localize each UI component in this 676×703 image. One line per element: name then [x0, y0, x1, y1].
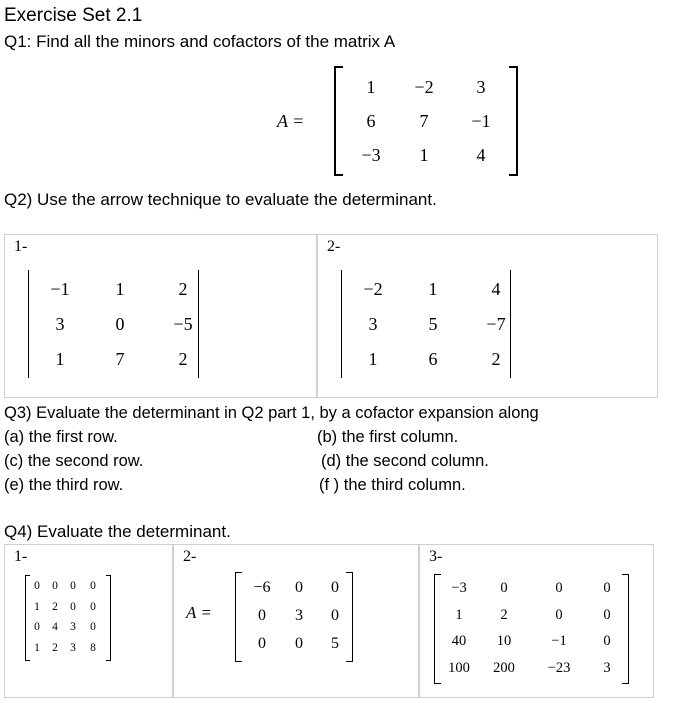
matrix-cell: 0: [500, 580, 508, 596]
matrix-cell: 0: [90, 580, 96, 592]
q2-part2-label: 2-: [327, 238, 341, 255]
matrix-cell: 0: [331, 607, 339, 624]
left-bracket: [334, 66, 343, 176]
matrix-cell: −7: [486, 314, 506, 334]
matrix-cell: 0: [90, 621, 96, 633]
left-det-bar: [341, 270, 342, 378]
q1-text: Q1: Find all the minors and cofactors of the matrix A: [4, 32, 396, 51]
matrix-cell: 1: [419, 145, 429, 165]
q1-matrix-grid: [344, 70, 512, 172]
q4-part2-label: 2-: [183, 548, 197, 565]
right-bracket: [106, 575, 111, 661]
q3-option-c: (c) the second row.: [4, 452, 144, 470]
matrix-cell: 1: [366, 77, 376, 97]
matrix-cell: 0: [52, 580, 58, 592]
matrix-cell: 2: [491, 349, 501, 369]
matrix-cell: 4: [491, 279, 501, 299]
matrix-cell: 0: [603, 580, 611, 596]
matrix-cell: −3: [361, 145, 381, 165]
matrix-cell: 2: [52, 641, 58, 654]
matrix-cell: 6: [366, 111, 376, 131]
matrix-cell: 3: [368, 314, 378, 334]
matrix-cell: 2: [178, 349, 188, 369]
matrix-cell: −5: [173, 314, 193, 334]
matrix-cell: 7: [115, 349, 125, 369]
q4-part3-label: 3-: [429, 548, 443, 565]
matrix-cell: 1: [455, 606, 463, 623]
matrix-cell: −23: [547, 659, 571, 676]
matrix-cell: 0: [34, 621, 40, 633]
matrix-cell: 100: [448, 659, 470, 676]
matrix-cell: −1: [471, 111, 491, 131]
right-det-bar: [510, 270, 511, 378]
page-title: Exercise Set 2.1: [4, 5, 143, 26]
matrix-a-label: A =: [277, 111, 305, 131]
matrix-cell: 40: [451, 633, 467, 649]
q4-text: Q4) Evaluate the determinant.: [4, 522, 231, 541]
matrix-cell: 0: [603, 606, 611, 623]
matrix-cell: 7: [419, 111, 429, 131]
matrix-cell: 3: [70, 641, 76, 654]
right-bracket: [346, 572, 353, 662]
matrix-cell: −1: [50, 279, 70, 299]
q3-option-b: (b) the first column.: [317, 428, 459, 446]
matrix-cell: 2: [52, 600, 58, 613]
right-bracket: [509, 66, 518, 176]
matrix-a-label: A =: [186, 603, 212, 622]
right-det-bar: [198, 270, 199, 378]
q4-part1-label: 1-: [14, 548, 28, 565]
matrix-cell: 0: [258, 635, 266, 652]
matrix-cell: 3: [70, 621, 76, 633]
q3-option-e: (e) the third row.: [4, 476, 124, 494]
matrix-cell: 1: [428, 279, 438, 299]
q3-text: Q3) Evaluate the determinant in Q2 part 1, by a cofactor expansion along: [4, 404, 539, 422]
left-bracket: [434, 574, 441, 684]
matrix-cell: 0: [295, 579, 303, 596]
left-bracket: [235, 572, 242, 662]
matrix-cell: −1: [551, 633, 567, 649]
matrix-cell: 5: [331, 635, 339, 652]
matrix-cell: 200: [493, 659, 515, 676]
matrix-cell: 2: [178, 279, 188, 299]
matrix-cell: 0: [115, 314, 125, 334]
matrix-cell: −3: [451, 580, 467, 596]
matrix-cell: 0: [295, 635, 303, 652]
q4-part3-grid: [441, 575, 627, 681]
q4-part2-grid: [243, 574, 353, 658]
matrix-cell: −2: [363, 279, 383, 299]
matrix-cell: 2: [500, 606, 508, 623]
matrix-cell: 0: [70, 600, 76, 613]
matrix-cell: 0: [34, 580, 40, 592]
matrix-cell: 3: [295, 607, 303, 624]
matrix-cell: 6: [428, 349, 438, 369]
matrix-cell: 0: [603, 633, 611, 649]
matrix-cell: 3: [603, 659, 611, 676]
q3-option-d: (d) the second column.: [321, 452, 489, 470]
matrix-cell: 0: [555, 606, 563, 623]
q2-part2-grid: [344, 272, 528, 377]
q2-part1-grid: [31, 272, 215, 377]
matrix-cell: 8: [90, 641, 96, 654]
matrix-cell: 1: [34, 641, 40, 654]
q2-part1-label: 1-: [14, 238, 28, 255]
q2-text: Q2) Use the arrow technique to evaluate the determinant.: [4, 190, 437, 209]
matrix-cell: 0: [90, 600, 96, 613]
matrix-cell: 3: [476, 77, 486, 97]
matrix-cell: 4: [52, 621, 58, 633]
q4-part1-grid: [28, 576, 104, 658]
matrix-cell: 10: [496, 633, 512, 649]
q3-option-f: (f ) the third column.: [319, 476, 466, 494]
left-det-bar: [28, 270, 29, 378]
matrix-cell: 1: [34, 600, 40, 613]
matrix-cell: −2: [414, 77, 434, 97]
q3-option-a: (a) the first row.: [4, 428, 118, 446]
matrix-cell: 1: [55, 349, 65, 369]
right-bracket: [622, 574, 629, 684]
matrix-cell: 3: [55, 314, 65, 334]
matrix-cell: 1: [368, 349, 378, 369]
matrix-cell: 0: [331, 579, 339, 596]
matrix-cell: −6: [253, 579, 271, 596]
matrix-cell: 0: [258, 607, 266, 624]
matrix-cell: 4: [476, 145, 486, 165]
matrix-cell: 5: [428, 314, 438, 334]
matrix-cell: 1: [115, 279, 125, 299]
matrix-cell: 0: [555, 580, 563, 596]
matrix-cell: 0: [70, 580, 76, 592]
